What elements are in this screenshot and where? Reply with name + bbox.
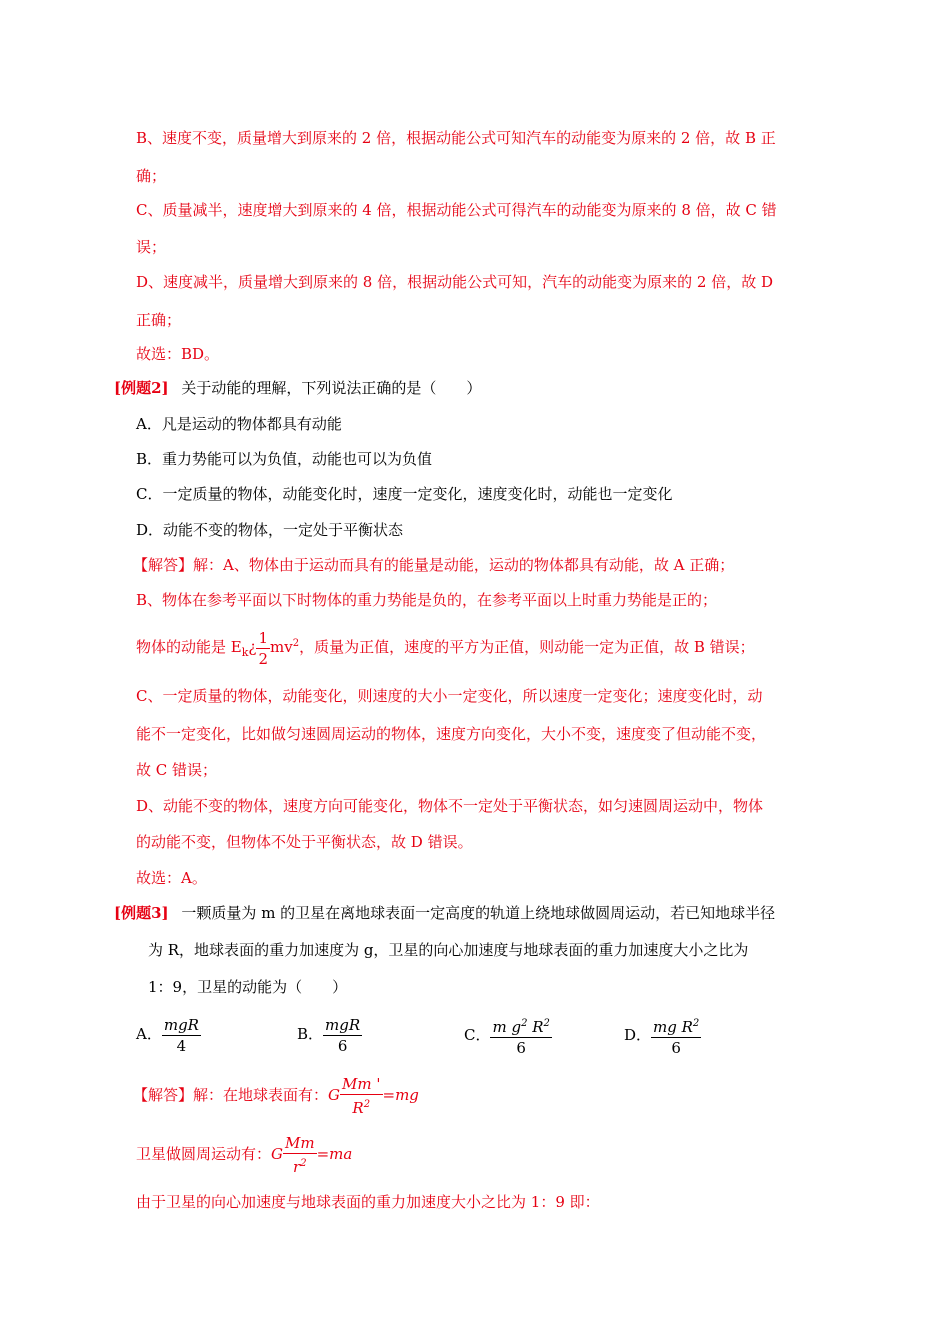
- ex3-option-c-num-sup1: 2: [521, 1018, 528, 1029]
- ex1-d-line2: 正确；: [136, 311, 182, 329]
- ex2-answer-c-line3: 故 C 错误；: [136, 761, 218, 779]
- ex3-answer-line3: 由于卫星的向心加速度与地球表面的重力加速度大小之比为 1：9 即：: [136, 1193, 600, 1211]
- ex2-option-b: B．重力势能可以为负值，动能也可以为负值: [136, 450, 433, 468]
- ex3-answer-line1: [133, 1074, 419, 1118]
- ex2-answer-c-line1: C、一定质量的物体，动能变化，则速度的大小一定变化，所以速度一定变化；速度变化时，动: [136, 687, 763, 705]
- ex2-answer-b: B、物体在参考平面以下时物体的重力势能是负的，在参考平面以上时重力势能是正的；: [136, 591, 718, 609]
- ex3-answer-2-num: Mm: [285, 1134, 315, 1152]
- ex3-option-d-num-sup: 2: [692, 1018, 700, 1029]
- ex2-question: 关于动能的理解，下列说法正确的是（ ）: [181, 379, 482, 397]
- ex3-option-c: [464, 1014, 552, 1058]
- ex2-question-line: [114, 378, 481, 398]
- ex3-answer-line2: [136, 1133, 352, 1177]
- ex3-question-line2: 为 R，地球表面的重力加速度为 g，卫星的向心加速度与地球表面的重力加速度大小之比为: [148, 941, 749, 959]
- ek-glyph: ¿: [248, 638, 257, 656]
- ex3-option-b: [297, 1014, 362, 1056]
- ex2-answer-ek: [136, 624, 755, 673]
- ex1-c-line1: C、质量减半，速度增大到原来的 4 倍，根据动能公式可得汽车的动能变为原来的 8 倍，故 C 错: [136, 201, 777, 219]
- ek-fraction: [256, 628, 270, 669]
- ex3-answer-2-den: [283, 1154, 317, 1177]
- ex3-tag: [例题3]: [114, 904, 169, 922]
- ex3-option-a-num: mgR: [163, 1015, 199, 1034]
- ex3-option-b-label: B．: [297, 1025, 324, 1043]
- ex2-option-c: C．一定质量的物体，动能变化时，速度一定变化，速度变化时，动能也一定变化: [136, 485, 673, 503]
- ex1-c-line2: 误；: [136, 238, 167, 256]
- ex3-option-a-den: 4: [176, 1036, 187, 1055]
- ex3-question-line1: [114, 903, 775, 923]
- ex3-option-b-den: 6: [337, 1036, 348, 1055]
- ex3-option-b-num: mgR: [325, 1015, 361, 1034]
- ex1-b-line2: 确；: [136, 167, 167, 185]
- ex3-answer-1-num: Mm ': [342, 1075, 381, 1093]
- ex3-answer-tag: 【解答】: [133, 1086, 194, 1104]
- ex3-answer-1-fraction: [340, 1074, 382, 1118]
- ex2-answer-tag: 【解答】: [133, 556, 194, 574]
- ex2-answer-a: [133, 555, 734, 575]
- ex2-answer-d-line2: 的动能不变，但物体不处于平衡状态，故 D 错误。: [136, 833, 473, 851]
- ex3-answer-1-text: 解：在地球表面有：: [193, 1086, 329, 1104]
- ex2-option-d: D．动能不变的物体，一定处于平衡状态: [136, 521, 404, 539]
- ex3-option-c-label: C．: [464, 1026, 491, 1044]
- ex3-option-d-num-mgr: mg R: [653, 1018, 693, 1036]
- ex3-option-c-den: 6: [516, 1039, 526, 1057]
- ex3-answer-2-fraction: [283, 1133, 317, 1177]
- ex3-answer-2-den-r: r: [293, 1158, 301, 1176]
- ex3-answer-1-G: G: [328, 1086, 341, 1104]
- ex3-answer-1-rhs: =mg: [382, 1086, 419, 1104]
- ek-mv: mv: [269, 638, 293, 656]
- ex2-answer: 故选：A。: [136, 869, 207, 887]
- ex3-option-c-num: [490, 1014, 551, 1038]
- ex3-option-d-den: 6: [671, 1039, 681, 1057]
- ex2-option-a: A．凡是运动的物体都具有动能: [136, 415, 342, 433]
- ex3-question-text1: 一颗质量为 m 的卫星在离地球表面一定高度的轨道上绕地球做圆周运动，若已知地球半径: [181, 904, 776, 922]
- ex3-answer-2-den-sup: 2: [300, 1158, 307, 1169]
- ex3-answer-2-text: 卫星做圆周运动有：: [136, 1145, 272, 1163]
- ex1-answer: 故选：BD。: [136, 345, 220, 363]
- ex3-answer-1-den-r: R: [352, 1099, 364, 1117]
- ex1-d-line1: D、速度减半，质量增大到原来的 8 倍，根据动能公式可知，汽车的动能变为原来的 2 倍，故 D: [136, 273, 773, 291]
- ex3-option-c-num-sup2: 2: [543, 1018, 550, 1029]
- ex3-option-a-fraction: [162, 1015, 201, 1056]
- ek-prefix: 物体的动能是 E: [136, 638, 242, 656]
- ex3-question-line3: 1：9，卫星的动能为（ ）: [148, 978, 348, 996]
- ex2-answer-c-line2: 能不一定变化，比如做匀速圆周运动的物体，速度方向变化，大小不变，速度变了但动能不变，: [136, 725, 767, 743]
- ex3-answer-1-den-sup: 2: [363, 1099, 371, 1110]
- ex3-option-a-label: A．: [136, 1025, 162, 1043]
- ek-sup: 2: [292, 638, 300, 649]
- ex3-answer-1-den: [340, 1095, 382, 1118]
- ex1-b-line1: B、速度不变，质量增大到原来的 2 倍，根据动能公式可知汽车的动能变为原来的 2 倍，故 B 正: [136, 129, 776, 147]
- ex3-option-c-num-mg: m g: [492, 1018, 522, 1036]
- ex3-option-d: [624, 1014, 701, 1058]
- ex3-option-a: [136, 1014, 201, 1056]
- ek-fraction-num: 1: [258, 628, 268, 647]
- ex2-answer-a-text: 解：A、物体由于运动而具有的能量是动能，运动的物体都具有动能，故 A 正确；: [193, 556, 735, 574]
- ex3-option-b-fraction: [323, 1015, 362, 1056]
- ek-subscript: k: [241, 646, 249, 659]
- ex2-tag: [例题2]: [114, 379, 169, 397]
- ek-suffix: ，质量为正值，速度的平方为正值，则动能一定为正值，故 B 错误；: [299, 638, 755, 656]
- ex2-answer-d-line1: D、动能不变的物体，速度方向可能变化，物体不一定处于平衡状态，如匀速圆周运动中，物体: [136, 797, 764, 815]
- ex3-option-c-num-r: R: [527, 1018, 544, 1036]
- ex3-option-d-num: [651, 1014, 701, 1038]
- ek-fraction-den: 2: [258, 649, 268, 668]
- ex3-option-d-fraction: [651, 1014, 701, 1058]
- ex3-option-d-label: D．: [624, 1026, 652, 1044]
- ex3-option-c-fraction: [490, 1014, 551, 1058]
- ex3-answer-2-rhs: =ma: [316, 1145, 353, 1163]
- ex3-answer-2-G: G: [271, 1145, 283, 1163]
